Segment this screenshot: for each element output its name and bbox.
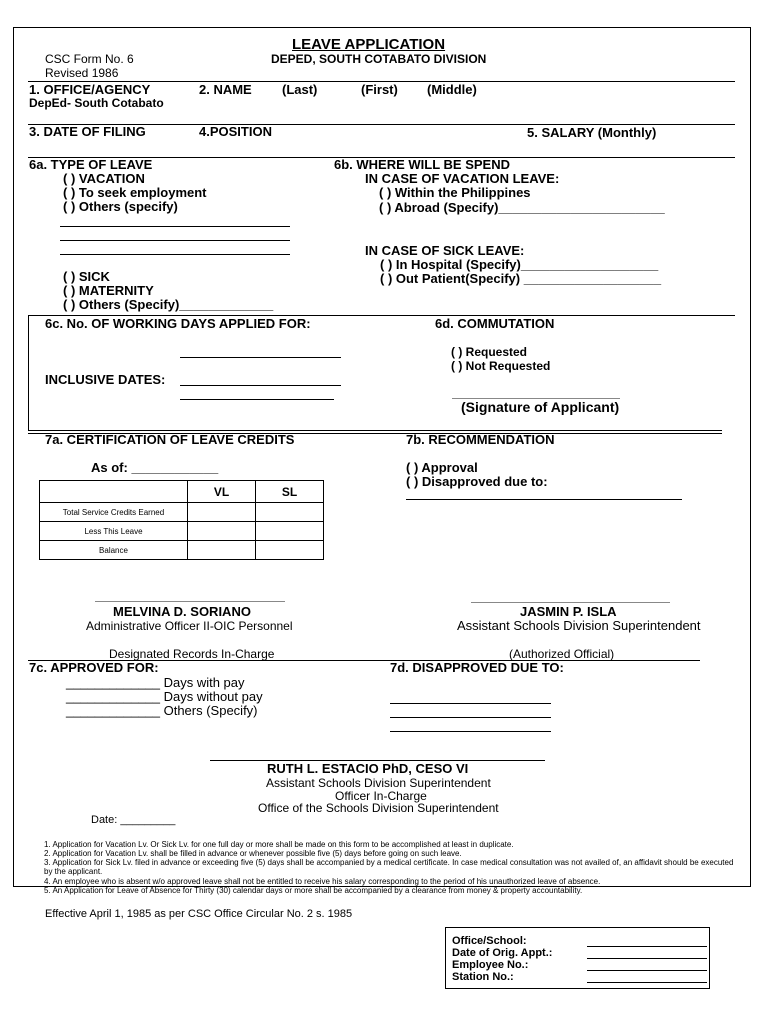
vacation-checkbox[interactable]: ( ) VACATION	[63, 171, 145, 186]
commutation-heading: 6d. COMMUTATION	[435, 316, 555, 331]
office-agency-value: DepEd- South Cotabato	[29, 96, 164, 110]
date-field[interactable]: Date: _________	[91, 814, 176, 826]
orig-appt-line[interactable]	[587, 958, 707, 959]
footnote: 4. An employee who is absent w/o approved leave shall not be entitled to receive his salary corresponding to the period of his unauthorized leave of absence.	[44, 877, 601, 886]
disapproved-checkbox[interactable]: ( ) Disapproved due to:	[406, 474, 548, 489]
signature-line	[471, 602, 670, 603]
final-signatory-role: Officer In-Charge	[335, 789, 427, 803]
specify-line[interactable]	[60, 254, 290, 255]
not-requested-checkbox[interactable]: ( ) Not Requested	[451, 359, 551, 373]
balance-sl-cell[interactable]	[256, 541, 324, 560]
employee-no-line[interactable]	[587, 970, 707, 971]
certification-heading: 7a. CERTIFICATION OF LEAVE CREDITS	[45, 432, 295, 447]
less-leave-sl-cell[interactable]	[256, 522, 324, 541]
name-label: 2. NAME	[199, 82, 252, 97]
recommendation-heading: 7b. RECOMMENDATION	[406, 432, 555, 447]
out-patient-checkbox[interactable]: ( ) Out Patient(Specify) ___________________	[380, 271, 662, 286]
office-school-line[interactable]	[587, 946, 707, 947]
abroad-checkbox[interactable]: ( ) Abroad (Specify)_______________________	[379, 200, 665, 215]
name-last-label: (Last)	[282, 82, 318, 97]
seek-employment-checkbox[interactable]: ( ) To seek employment	[63, 185, 207, 200]
salary-label: 5. SALARY (Monthly)	[527, 125, 657, 140]
approval-checkbox[interactable]: ( ) Approval	[406, 460, 478, 475]
right-signatory-role: (Authorized Official)	[509, 647, 615, 661]
footnote: 3. Application for Sick Lv. filed in advance or exceeding five (5) days shall be accompanied by a medical certificate. In case medical consultation was not availed of, an affidavit should be executed by the applicant.	[44, 858, 734, 876]
left-signatory-title: Administrative Officer II-OIC Personnel	[86, 619, 293, 633]
effective-note: Effective April 1, 1985 as per CSC Office Circular No. 2 s. 1985	[45, 908, 353, 920]
disapproved-reason-line[interactable]	[390, 717, 551, 718]
station-no-label: Station No.:	[452, 971, 514, 983]
final-signatory-office: Office of the Schools Division Superintendent	[258, 801, 499, 815]
office-agency-label: 1. OFFICE/AGENCY	[29, 82, 151, 97]
employee-no-label: Employee No.:	[452, 959, 529, 971]
days-with-pay-field[interactable]: _____________ Days with pay	[66, 675, 245, 690]
as-of-field[interactable]: As of: ____________	[91, 460, 219, 475]
date-of-filing-label: 3. DATE OF FILING	[29, 124, 146, 139]
signature-line	[95, 601, 285, 602]
signature-of-applicant-label: (Signature of Applicant)	[461, 399, 620, 415]
balance-vl-cell[interactable]	[188, 541, 256, 560]
form-number: CSC Form No. 6	[45, 52, 134, 66]
disapproved-due-heading: 7d. DISAPPROVED DUE TO:	[390, 660, 564, 675]
working-days-line[interactable]	[180, 357, 341, 358]
sick-checkbox[interactable]: ( ) SICK	[63, 269, 110, 284]
others-specify-field[interactable]: _____________ Others (Specify)	[66, 703, 258, 718]
left-signatory-name: MELVINA D. SORIANO	[113, 604, 251, 619]
right-signatory-name: JASMIN P. ISLA	[520, 604, 617, 619]
working-days-heading: 6c. No. OF WORKING DAYS APPLIED FOR:	[45, 316, 311, 331]
left-signatory-role: Designated Records In-Charge	[109, 647, 275, 661]
station-no-line[interactable]	[587, 982, 707, 983]
less-leave-vl-cell[interactable]	[188, 522, 256, 541]
total-credits-label: Total Service Credits Earned	[40, 503, 188, 522]
total-credits-vl-cell[interactable]	[188, 503, 256, 522]
disapproved-reason-line[interactable]	[390, 731, 551, 732]
requested-checkbox[interactable]: ( ) Requested	[451, 345, 528, 359]
total-credits-sl-cell[interactable]	[256, 503, 324, 522]
divider	[28, 430, 722, 431]
disapproval-reason-line[interactable]	[406, 499, 682, 500]
footnote: 1. Application for Vacation Lv. Or Sick Lv. for one full day or more shall be made on this form to be accomplished at least in duplicate.	[44, 840, 514, 849]
disapproved-reason-line[interactable]	[390, 703, 551, 704]
within-philippines-checkbox[interactable]: ( ) Within the Philippines	[379, 185, 531, 200]
sl-column-header: SL	[256, 481, 324, 503]
inclusive-dates-line-2[interactable]	[180, 399, 334, 400]
specify-line[interactable]	[60, 240, 290, 241]
name-middle-label: (Middle)	[427, 82, 477, 97]
footnote: 5. An Application for Leave of Absence for Thirty (30) calendar days or more shall be accompanied by a clearance from money & property accountability.	[44, 886, 583, 895]
vacation-case-heading: IN CASE OF VACATION LEAVE:	[365, 171, 560, 186]
inclusive-dates-line[interactable]	[180, 385, 341, 386]
balance-label: Balance	[40, 541, 188, 560]
inclusive-dates-label: INCLUSIVE DATES:	[45, 372, 166, 387]
form-frame	[13, 27, 751, 887]
others-specify-2-checkbox[interactable]: ( ) Others (Specify)_____________	[63, 297, 274, 312]
approved-for-heading: 7c. APPROVED FOR:	[29, 660, 159, 675]
table-header-blank	[40, 481, 188, 503]
maternity-checkbox[interactable]: ( ) MATERNITY	[63, 283, 154, 298]
form-revised: Revised 1986	[45, 66, 119, 80]
division-name: DEPED, SOUTH COTABATO DIVISION	[271, 52, 487, 66]
sick-case-heading: IN CASE OF SICK LEAVE:	[365, 243, 525, 258]
final-signatory-name: RUTH L. ESTACIO PhD, CESO VI	[267, 761, 469, 776]
vl-column-header: VL	[188, 481, 256, 503]
footnote: 2. Application for Vacation Lv. shall be filled in advance or whenever possible five (5) days before going on such leave.	[44, 849, 462, 858]
leave-credits-table	[39, 480, 324, 560]
divider	[28, 315, 29, 430]
position-label: 4.POSITION	[199, 124, 272, 139]
days-without-pay-field[interactable]: _____________ Days without pay	[66, 689, 263, 704]
type-of-leave-heading: 6a. TYPE OF LEAVE	[29, 157, 153, 172]
specify-line[interactable]	[60, 226, 290, 227]
less-this-leave-label: Less This Leave	[40, 522, 188, 541]
right-signatory-title: Assistant Schools Division Superintendent	[457, 618, 701, 633]
orig-appt-label: Date of Orig. Appt.:	[452, 947, 553, 959]
form-title: LEAVE APPLICATION	[292, 36, 446, 53]
final-signatory-title: Assistant Schools Division Superintendent	[266, 776, 491, 790]
office-school-label: Office/School:	[452, 935, 527, 947]
others-specify-checkbox[interactable]: ( ) Others (specify)	[63, 199, 178, 214]
name-first-label: (First)	[361, 82, 398, 97]
in-hospital-checkbox[interactable]: ( ) In Hospital (Specify)___________________	[380, 257, 659, 272]
where-spend-heading: 6b. WHERE WILL BE SPEND	[334, 157, 510, 172]
